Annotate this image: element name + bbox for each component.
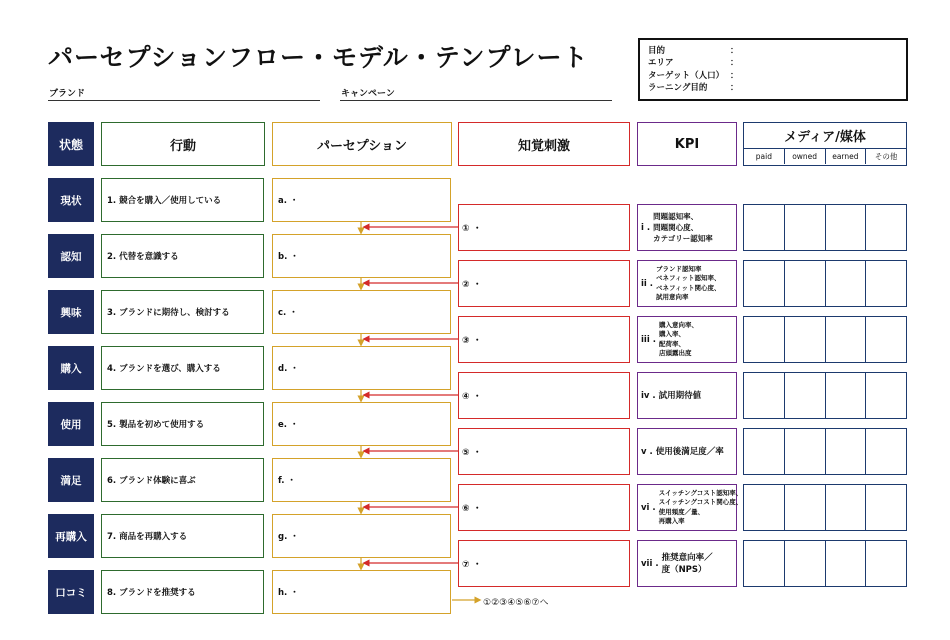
stimulus-cell[interactable]: ④ ・ [458,372,630,419]
footnote: ①②③④⑤⑥⑦へ [483,598,549,608]
media-cell[interactable] [785,205,826,250]
kpi-line: 購入意向率、 [658,320,698,329]
perception-cell[interactable]: e. ・ [272,402,451,446]
media-title: メディア/媒体 [744,123,906,149]
media-cell[interactable] [866,373,906,418]
media-row [743,316,907,363]
kpi-number: i . [641,222,651,233]
kpi-line: カテゴリー認知率 [653,234,713,243]
stimulus-cell[interactable]: ② ・ [458,260,630,307]
stimulus-cell[interactable]: ③ ・ [458,316,630,363]
state-cell: 満足 [48,458,94,502]
stimulus-cell[interactable]: ① ・ [458,204,630,251]
media-cell[interactable] [785,541,826,586]
media-cell[interactable] [785,373,826,418]
kpi-line: ベネフィット関心度、 [656,283,721,292]
action-cell: 7. 商品を再購入する [101,514,264,558]
kpi-number: v . [641,446,653,457]
kpi-line: 問題関心度、 [653,223,699,232]
media-cell[interactable] [826,429,867,474]
perception-cell[interactable]: h. ・ [272,570,451,614]
state-cell: 興味 [48,290,94,334]
kpi-line: 試用期待値 [658,390,702,401]
header-perception: パーセプション [272,122,452,166]
kpi-line: 使用後満足度／率 [655,446,724,457]
media-cell[interactable] [826,205,867,250]
info-label: エリア [648,58,674,69]
action-cell: 6. ブランド体験に喜ぶ [101,458,264,502]
kpi-line: スイッチングコスト認知率、 [658,488,743,497]
perception-cell[interactable]: a. ・ [272,178,451,222]
info-label: ラーニング目的 [648,83,708,94]
action-cell: 1. 競合を購入／使用している [101,178,264,222]
media-cell[interactable] [866,485,906,530]
media-cell[interactable] [744,541,785,586]
kpi-line: ブランド認知率 [656,264,702,273]
state-cell: 再購入 [48,514,94,558]
state-cell: 使用 [48,402,94,446]
kpi-cell [637,540,737,587]
media-cell[interactable] [744,429,785,474]
stimulus-cell[interactable]: ⑤ ・ [458,428,630,475]
action-cell: 2. 代替を意識する [101,234,264,278]
kpi-line: 使用頻度／量、 [658,507,705,516]
header-stimulus: 知覚刺激 [458,122,630,166]
state-cell: 購入 [48,346,94,390]
kpi-line: ベネフィット認知率、 [656,274,721,282]
action-cell: 8. ブランドを推奨する [101,570,264,614]
perception-cell[interactable]: g. ・ [272,514,451,558]
header-state: 状態 [48,122,94,166]
media-cell[interactable] [744,317,785,362]
media-row [743,204,907,251]
kpi-line: 店頭露出度 [658,349,692,357]
header-kpi: KPI [637,122,737,166]
kpi-number: vi . [641,502,656,513]
kpi-line: 再購入率 [658,517,685,525]
media-cell[interactable] [744,485,785,530]
action-cell: 4. ブランドを選び、購入する [101,346,264,390]
kpi-cell [637,372,737,419]
perception-cell[interactable]: d. ・ [272,346,451,390]
media-row [743,484,907,531]
header-action: 行動 [101,122,265,166]
kpi-cell [637,204,737,251]
media-cell[interactable] [785,429,826,474]
media-cell[interactable] [866,429,906,474]
info-sep: ： [730,46,739,56]
media-cell[interactable] [866,317,906,362]
media-row [743,260,907,307]
media-cell[interactable] [744,205,785,250]
info-sep: ： [730,58,739,69]
perception-cell[interactable]: c. ・ [272,290,451,334]
media-cell[interactable] [826,541,867,586]
info-sep: ： [730,83,739,94]
brand-label: ブランド [49,89,86,99]
kpi-number: iii . [641,334,656,345]
media-cell[interactable] [826,317,867,362]
media-cell[interactable] [866,205,906,250]
kpi-cell [637,428,737,475]
kpi-cell [637,260,737,307]
kpi-line: 購入率、 [658,330,685,338]
action-cell: 5. 製品を初めて使用する [101,402,264,446]
campaign-label: キャンペーン [341,89,395,99]
state-cell: 現状 [48,178,94,222]
state-cell: 認知 [48,234,94,278]
kpi-number: iv . [641,390,656,401]
action-cell: 3. ブランドに期待し、検討する [101,290,264,334]
media-cell[interactable] [866,541,906,586]
media-sub-other: その他 [874,152,898,161]
kpi-line: スイッチングコスト関心度、 [658,498,743,506]
media-sub-earned: earned [826,149,867,164]
kpi-number: vii . [641,558,659,569]
kpi-line: 度（NPS） [661,564,707,575]
media-cell[interactable] [866,261,906,306]
kpi-line: 問題認知率、 [653,212,699,221]
media-sub-paid: paid [744,149,785,164]
state-cell: 口コミ [48,570,94,614]
kpi-cell [637,316,737,363]
info-label: ターゲット（人口） [648,70,725,81]
media-cell[interactable] [826,485,867,530]
info-sep: ： [730,70,739,81]
kpi-line: 試用意向率 [656,293,689,301]
kpi-line: 配荷率、 [658,339,685,348]
media-cell[interactable] [785,317,826,362]
perception-cell[interactable]: f. ・ [272,458,451,502]
media-row [743,540,907,587]
stimulus-cell[interactable]: ⑥ ・ [458,484,630,531]
media-sub-owned: owned [785,149,826,164]
page-title: パーセプションフロー・モデル・テンプレート [48,43,589,72]
media-row [743,372,907,419]
kpi-line: 推奨意向率／ [661,552,713,563]
media-cell[interactable] [785,261,826,306]
kpi-number: ii . [641,278,654,289]
media-cell[interactable] [785,485,826,530]
kpi-cell [637,484,743,531]
media-cell[interactable] [826,373,867,418]
media-row [743,428,907,475]
media-cell[interactable] [744,261,785,306]
perception-cell[interactable]: b. ・ [272,234,451,278]
media-cell[interactable] [826,261,867,306]
info-label: 目的 [648,46,666,56]
stimulus-cell[interactable]: ⑦ ・ [458,540,630,587]
media-cell[interactable] [744,373,785,418]
